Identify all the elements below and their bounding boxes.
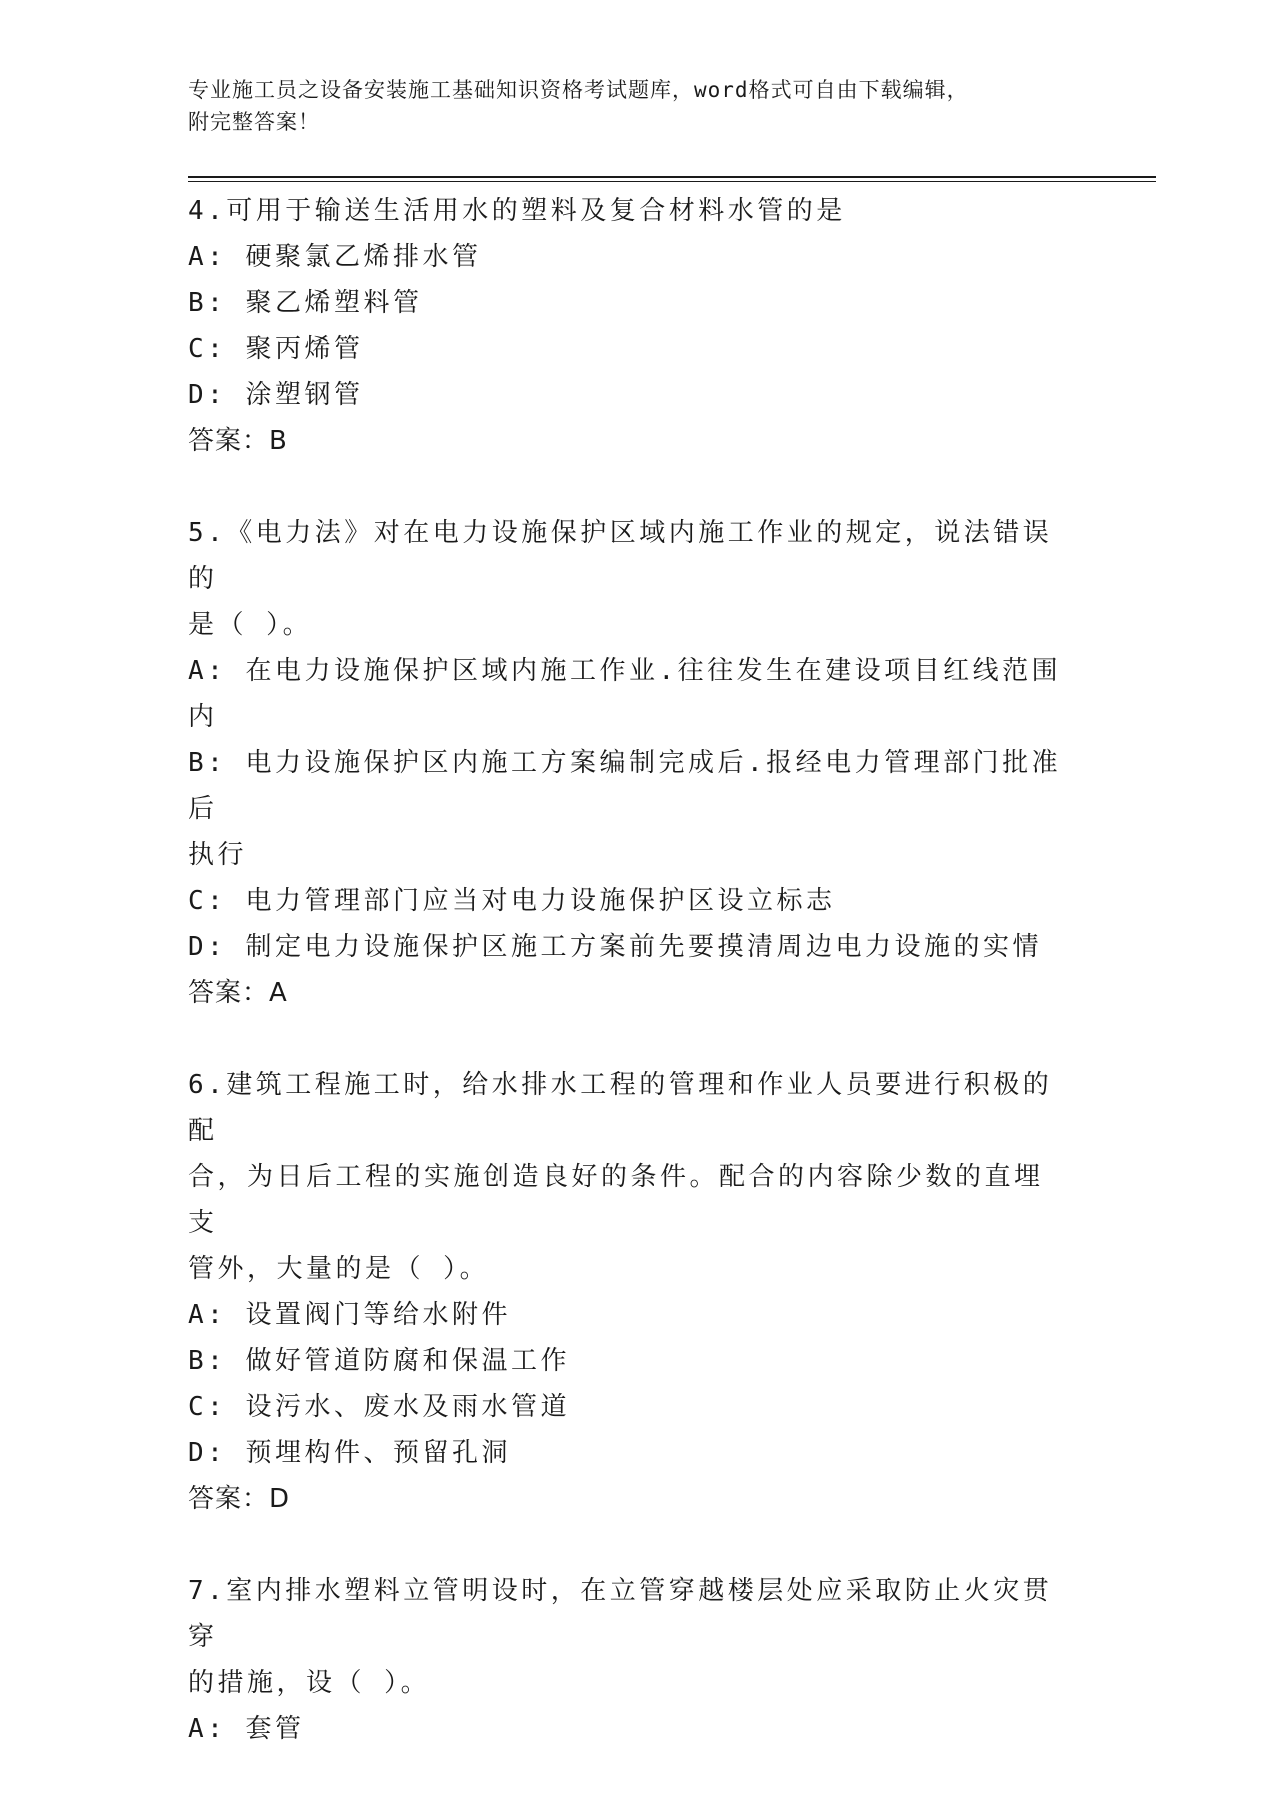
question-stem: 7.室内排水塑料立管明设时，在立管穿越楼层处应采取防止火灾贯穿 (188, 1576, 1053, 1652)
option-d: D: 制定电力设施保护区施工方案前先要摸清周边电力设施的实情 (188, 932, 1042, 962)
question-stem: 5.《电力法》对在电力设施保护区域内施工作业的规定，说法错误的 (188, 518, 1053, 594)
question-7 (188, 1568, 1068, 1752)
question-4 (188, 188, 1068, 464)
option-b: B: 电力设施保护区内施工方案编制完成后.报经电力管理部门批准后 (188, 748, 1062, 824)
option-c: C: 设污水、废水及雨水管道 (188, 1392, 570, 1422)
option-c: C: 聚丙烯管 (188, 334, 364, 364)
question-5 (188, 510, 1068, 1016)
option-b-continued: 执行 (188, 840, 248, 870)
option-a: A: 在电力设施保护区域内施工作业.往往发生在建设项目红线范围内 (188, 656, 1062, 732)
document-header (188, 74, 1088, 138)
answer-label: 答案：A (188, 978, 288, 1008)
header-divider (188, 176, 1156, 182)
option-d: D: 预埋构件、预留孔洞 (188, 1438, 511, 1468)
option-b: B: 做好管道防腐和保温工作 (188, 1346, 570, 1376)
question-stem: 6.建筑工程施工时，给水排水工程的管理和作业人员要进行积极的配 (188, 1070, 1053, 1146)
option-a: A: 设置阀门等给水附件 (188, 1300, 511, 1330)
question-stem: 是（ ）。 (188, 610, 313, 640)
option-b: B: 聚乙烯塑料管 (188, 288, 423, 318)
question-stem: 4.可用于输送生活用水的塑料及复合材料水管的是 (188, 196, 846, 226)
option-d: D: 涂塑钢管 (188, 380, 364, 410)
question-list (188, 188, 1068, 1798)
question-stem: 管外，大量的是（ ）。 (188, 1254, 490, 1284)
header-line: 附完整答案！ (188, 110, 320, 134)
option-c: C: 电力管理部门应当对电力设施保护区设立标志 (188, 886, 836, 916)
answer-label: 答案：B (188, 426, 288, 456)
question-stem: 合，为日后工程的实施创造良好的条件。配合的内容除少数的直埋支 (188, 1162, 1044, 1238)
option-a: A: 硬聚氯乙烯排水管 (188, 242, 482, 272)
question-stem: 的措施，设（ ）。 (188, 1668, 431, 1698)
header-line: 专业施工员之设备安装施工基础知识资格考试题库，word格式可自由下载编辑， (188, 78, 969, 102)
question-6 (188, 1062, 1068, 1522)
option-a: A: 套管 (188, 1714, 305, 1744)
answer-label: 答案：D (188, 1484, 291, 1514)
